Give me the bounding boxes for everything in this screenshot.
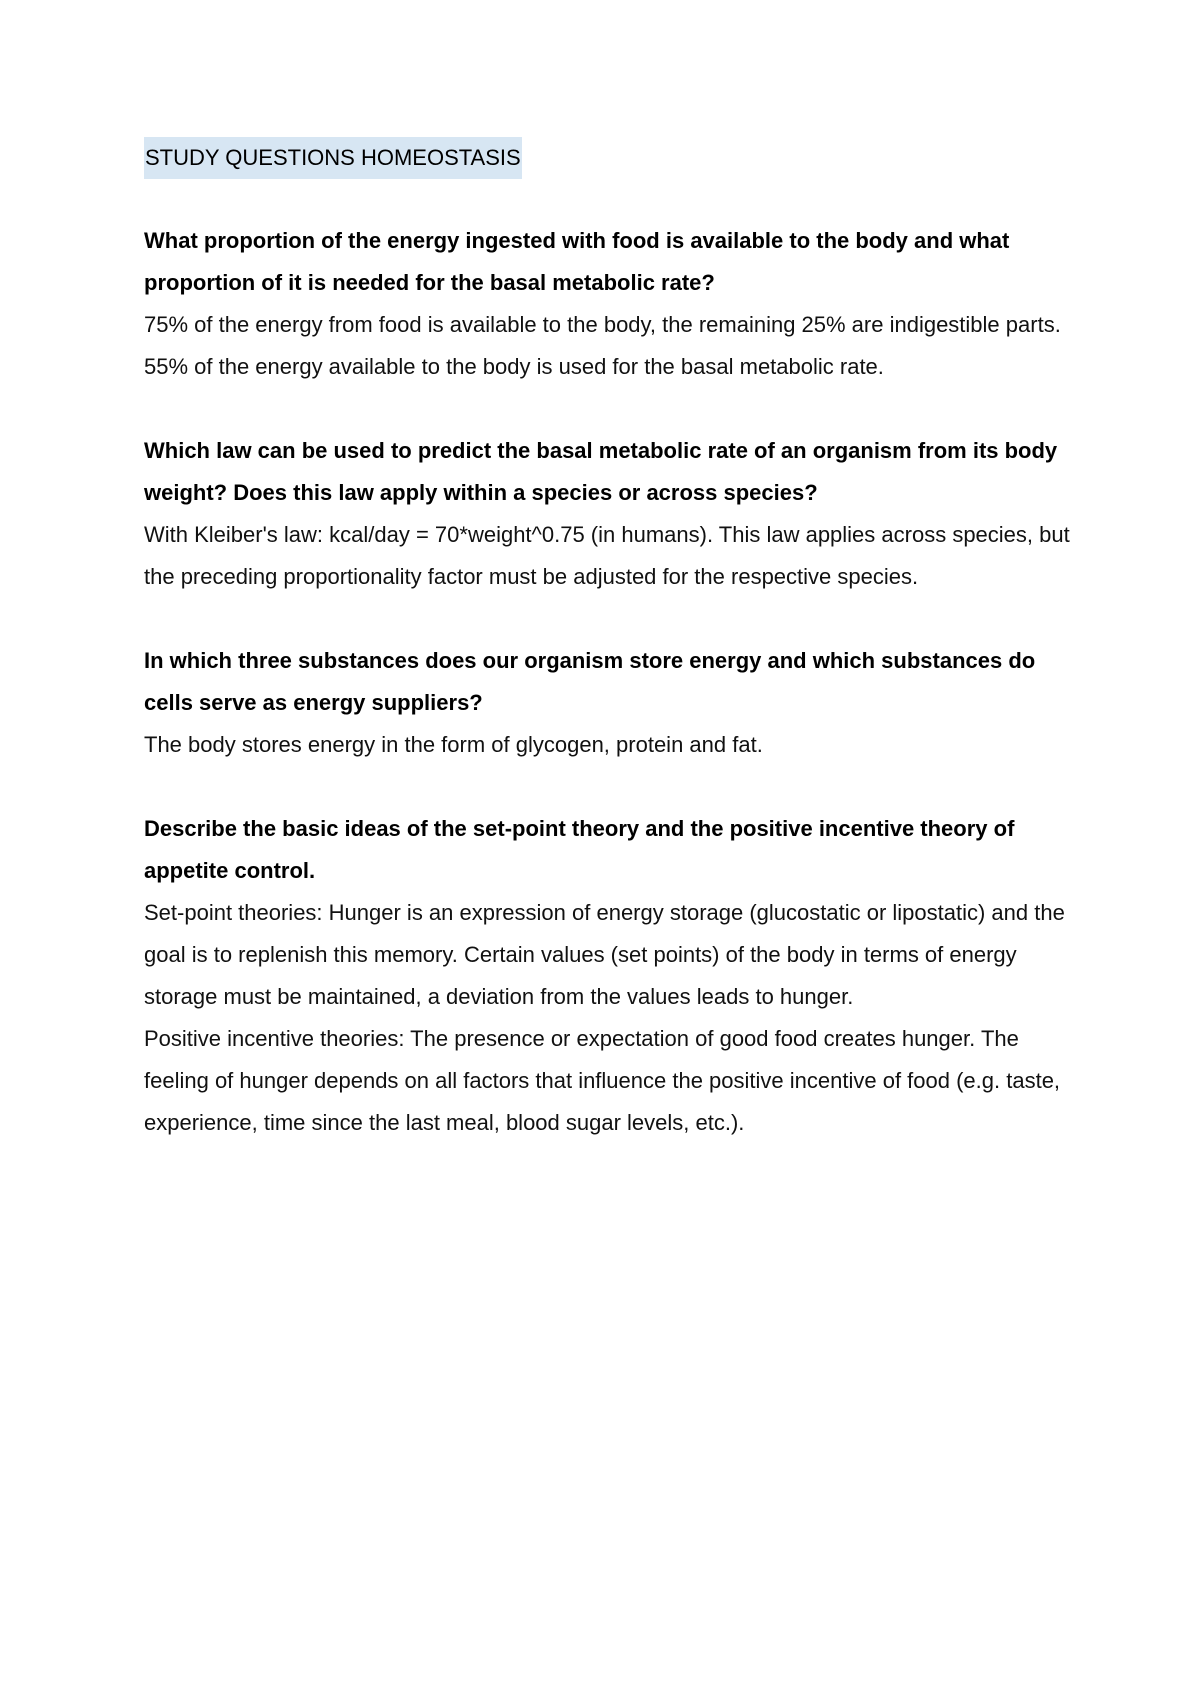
- qa-section-1: [144, 220, 1084, 388]
- answer-4-set-point: Set-point theories: Hunger is an expression of energy storage (glucostatic or lipostatic) and the goal is to replenish this memory. Certain values (set points) of the body in terms of energy storage must be maintained, a deviation from the values leads to hunger.: [144, 900, 1065, 1009]
- answer-3: The body stores energy in the form of glycogen, protein and fat.: [144, 732, 763, 757]
- answer-2: With Kleiber's law: kcal/day = 70*weight^0.75 (in humans). This law applies across species, but the preceding proportionality factor must be adjusted for the respective species.: [144, 522, 1070, 589]
- qa-section-4: [144, 808, 1084, 1144]
- question-1: What proportion of the energy ingested with food is available to the body and what proportion of it is needed for the basal metabolic rate?: [144, 228, 1010, 295]
- document-page: [144, 137, 1084, 1144]
- question-2: Which law can be used to predict the basal metabolic rate of an organism from its body weight? Does this law apply within a species or across species?: [144, 438, 1058, 505]
- document-title: STUDY QUESTIONS HOMEOSTASIS: [144, 137, 522, 179]
- question-3: In which three substances does our organism store energy and which substances do cells serve as energy suppliers?: [144, 648, 1036, 715]
- qa-section-2: [144, 430, 1084, 598]
- question-4: Describe the basic ideas of the set-point theory and the positive incentive theory of appetite control.: [144, 816, 1015, 883]
- answer-1: 75% of the energy from food is available to the body, the remaining 25% are indigestible parts. 55% of the energy available to the body is used for the basal metabolic rate.: [144, 312, 1061, 379]
- answer-4-positive-incentive: Positive incentive theories: The presence or expectation of good food creates hunger. The feeling of hunger depends on all factors that influence the positive incentive of food (e.g. taste, experience, time since the last meal, blood sugar levels, etc.).: [144, 1026, 1061, 1135]
- qa-section-3: [144, 640, 1084, 766]
